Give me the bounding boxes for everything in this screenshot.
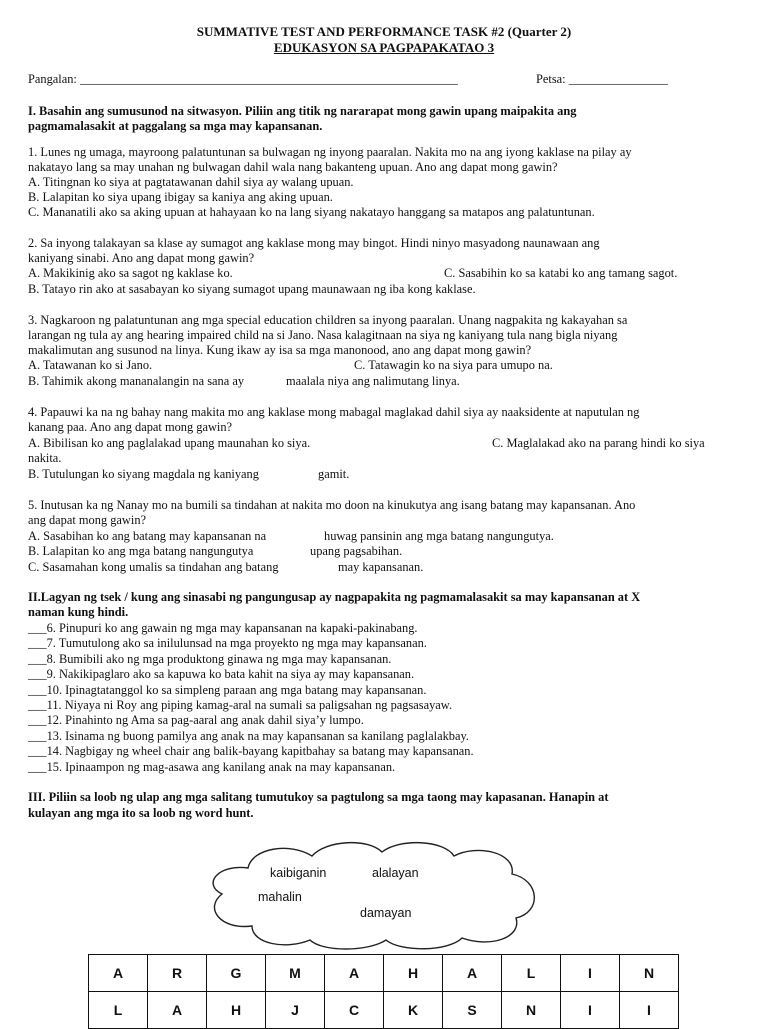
- q2-choice-c: C. Sasabihin ko sa katabi ko ang tamang sagot.: [444, 266, 678, 280]
- q5-choice-b-part2: upang pagsabihan.: [310, 544, 403, 558]
- q3-stem-line3: makalimutan ang susunod na linya. Kung ikaw ay isa sa mga manonood, ano ang dapat mong gawin?: [28, 343, 532, 357]
- date-field-label: Petsa: ________________: [536, 72, 668, 86]
- q5-choice-c-part1: C. Sasamahan kong umalis sa tindahan ang batang: [28, 560, 279, 574]
- grid-cell[interactable]: R: [148, 955, 207, 992]
- grid-cell[interactable]: A: [89, 955, 148, 992]
- q1-stem-line1: 1. Lunes ng umaga, mayroong palatuntunan sa bulwagan ng inyong paaralan. Nakita mo na ang iyong kaklase na pilay ay: [28, 145, 632, 159]
- subject-title: EDUKASYON SA PAGPAPAKATAO 3: [273, 40, 495, 55]
- q1-choice-c: C. Mananatili ako sa aking upuan at hahayaan ko na lang siyang nakatayo hanggang sa matapos ang palatuntunan.: [28, 205, 595, 219]
- grid-cell[interactable]: I: [561, 992, 620, 1029]
- grid-cell[interactable]: K: [384, 992, 443, 1029]
- part2-instruction-line2: naman kung hindi.: [28, 605, 129, 619]
- grid-cell[interactable]: H: [384, 955, 443, 992]
- part3-instruction-line2: kulayan ang mga ito sa loob ng word hunt.: [28, 806, 254, 820]
- test-title: SUMMATIVE TEST AND PERFORMANCE TASK #2 (Quarter 2): [196, 24, 572, 39]
- q3-choice-c: C. Tatawagin ko na siya para umupo na.: [354, 358, 553, 372]
- part2-item: ___15. Ipinaampon ng mag-asawa ang kanilang anak na may kapansanan.: [28, 760, 396, 774]
- word-hunt-grid: [88, 954, 679, 1029]
- grid-cell[interactable]: A: [148, 992, 207, 1029]
- q5-choice-a-part1: A. Sasabihan ko ang batang may kapansanan na: [28, 529, 267, 543]
- q1-choice-b: B. Lalapitan ko siya upang ibigay sa kaniya ang aking upuan.: [28, 190, 333, 204]
- q4-choice-a: A. Bibilisan ko ang paglalakad upang maunahan ko siya.: [28, 436, 311, 450]
- part1-instruction-line2: pagmamalasakit at paggalang sa mga may kapansanan.: [28, 119, 323, 133]
- grid-row: [89, 992, 679, 1029]
- q2-choice-b: B. Tatayo rin ako at sasabayan ko siyang sumagot upang maunawaan ng iba kong kaklase.: [28, 282, 476, 296]
- grid-cell[interactable]: I: [561, 955, 620, 992]
- q4-stem-line1: 4. Papauwi ka na ng bahay nang makita mo ang kaklase mong mabagal maglakad dahil siya ay naaksidente at naputulan ng: [28, 405, 640, 419]
- q1-stem-line2: nakatayo lang sa may unahan ng bulwagan dahil wala nang bakanteng upuan. Ano ang dapat mong gawin?: [28, 160, 558, 174]
- grid-cell[interactable]: A: [325, 955, 384, 992]
- q4-choice-b-part2: gamit.: [318, 467, 350, 481]
- q2-stem-line2: kaniyang sinabi. Ano ang dapat mong gawin?: [28, 251, 255, 265]
- q5-choice-a-part2: huwag pansinin ang mga batang nangungutya.: [324, 529, 554, 543]
- q2-stem-line1: 2. Sa inyong talakayan sa klase ay sumagot ang kaklase mong may bingot. Hindi ninyo masyadong naunawaan ang: [28, 236, 600, 250]
- grid-cell[interactable]: H: [207, 992, 266, 1029]
- q4-stem-line2: kanang paa. Ano ang dapat mong gawin?: [28, 420, 233, 434]
- part2-item: ___14. Nagbigay ng wheel chair ang balik-bayang kapitbahay sa batang may kapansanan.: [28, 744, 474, 758]
- q5-choice-b-part1: B. Lalapitan ko ang mga batang nangungutya: [28, 544, 254, 558]
- grid-cell[interactable]: G: [207, 955, 266, 992]
- cloud-word: alalayan: [372, 866, 419, 880]
- q5-stem-line1: 5. Inutusan ka ng Nanay mo na bumili sa tindahan at nakita mo doon na kinukutya ang isang batang may kapansanan. Ano: [28, 498, 636, 512]
- q3-choice-a: A. Tatawanan ko si Jano.: [28, 358, 153, 372]
- q1-choice-a: A. Titingnan ko siya at pagtatawanan dahil siya ay walang upuan.: [28, 175, 354, 189]
- part2-instruction-line1: II.Lagyan ng tsek / kung ang sinasabi ng pangungusap ay nagpapakita ng pagmamalasakit sa may kapansanan at X: [28, 590, 641, 604]
- part2-item: ___12. Pinahinto ng Ama sa pag-aaral ang anak dahil siya’y lumpo.: [28, 713, 364, 727]
- part1-instruction-line1: I. Basahin ang sumusunod na sitwasyon. Piliin ang titik ng nararapat mong gawin upang maipakita ang: [28, 104, 577, 118]
- grid-cell[interactable]: A: [443, 955, 502, 992]
- q3-stem-line2: larangan ng tula ay ang hearing impaired child na si Jano. Nasa kalagitnaan na siya ng kaniyang tula nang bigla niyang: [28, 328, 618, 342]
- grid-cell[interactable]: S: [443, 992, 502, 1029]
- part2-item: ___9. Nakikipaglaro ako sa kapuwa ko bata kahit na siya ay may kapansanan.: [28, 667, 415, 681]
- q5-stem-line2: ang dapat mong gawin?: [28, 513, 147, 527]
- part3-instruction-line1: III. Piliin sa loob ng ulap ang mga salitang tumutukoy sa pagtulong sa mga taong may kapasanan. Hanapin at: [28, 790, 609, 804]
- part2-item: ___13. Isinama ng buong pamilya ang anak na may kapansanan sa kanilang paglalakbay.: [28, 729, 469, 743]
- grid-cell[interactable]: C: [325, 992, 384, 1029]
- cloud-word: mahalin: [258, 890, 302, 904]
- q3-stem-line1: 3. Nagkaroon ng palatuntunan ang mga special education children sa inyong paaralan. Unang nagpakita ng kakayahan sa: [28, 313, 628, 327]
- cloud-word: kaibiganin: [270, 866, 327, 880]
- q2-choice-a: A. Makikinig ako sa sagot ng kaklase ko.: [28, 266, 233, 280]
- q4-choice-c-continued: nakita.: [28, 451, 62, 465]
- grid-cell[interactable]: L: [89, 992, 148, 1029]
- part2-item: ___7. Tumutulong ako sa inilulunsad na mga proyekto ng mga may kapansanan.: [28, 636, 427, 650]
- grid-cell[interactable]: M: [266, 955, 325, 992]
- q4-choice-c: C. Maglalakad ako na parang hindi ko siya: [492, 436, 705, 450]
- grid-cell[interactable]: I: [620, 992, 679, 1029]
- part2-item: ___11. Niyaya ni Roy ang piping kamag-aral na sumali sa paligsahan ng pagsasayaw.: [28, 698, 453, 712]
- name-field-label: Pangalan: _____________________________________________________________: [28, 72, 458, 86]
- word-cloud-shape: [200, 838, 545, 950]
- part2-item: ___6. Pinupuri ko ang gawain ng mga may kapansanan na kapaki-pakinabang.: [28, 621, 418, 635]
- part2-item: ___10. Ipinagtatanggol ko sa simpleng paraan ang mga batang may kapansanan.: [28, 683, 427, 697]
- grid-cell[interactable]: L: [502, 955, 561, 992]
- cloud-word: damayan: [360, 906, 412, 920]
- grid-cell[interactable]: J: [266, 992, 325, 1029]
- part2-item: ___8. Bumibili ako ng mga produktong ginawa ng mga may kapansanan.: [28, 652, 392, 666]
- q4-choice-b-part1: B. Tutulungan ko siyang magdala ng kaniyang: [28, 467, 259, 481]
- grid-row: [89, 955, 679, 992]
- q3-choice-b-part1: B. Tahimik akong mananalangin na sana ay: [28, 374, 245, 388]
- grid-cell[interactable]: N: [502, 992, 561, 1029]
- grid-cell[interactable]: N: [620, 955, 679, 992]
- q5-choice-c-part2: may kapansanan.: [338, 560, 424, 574]
- q3-choice-b-part2: maalala niya ang nalimutang linya.: [286, 374, 460, 388]
